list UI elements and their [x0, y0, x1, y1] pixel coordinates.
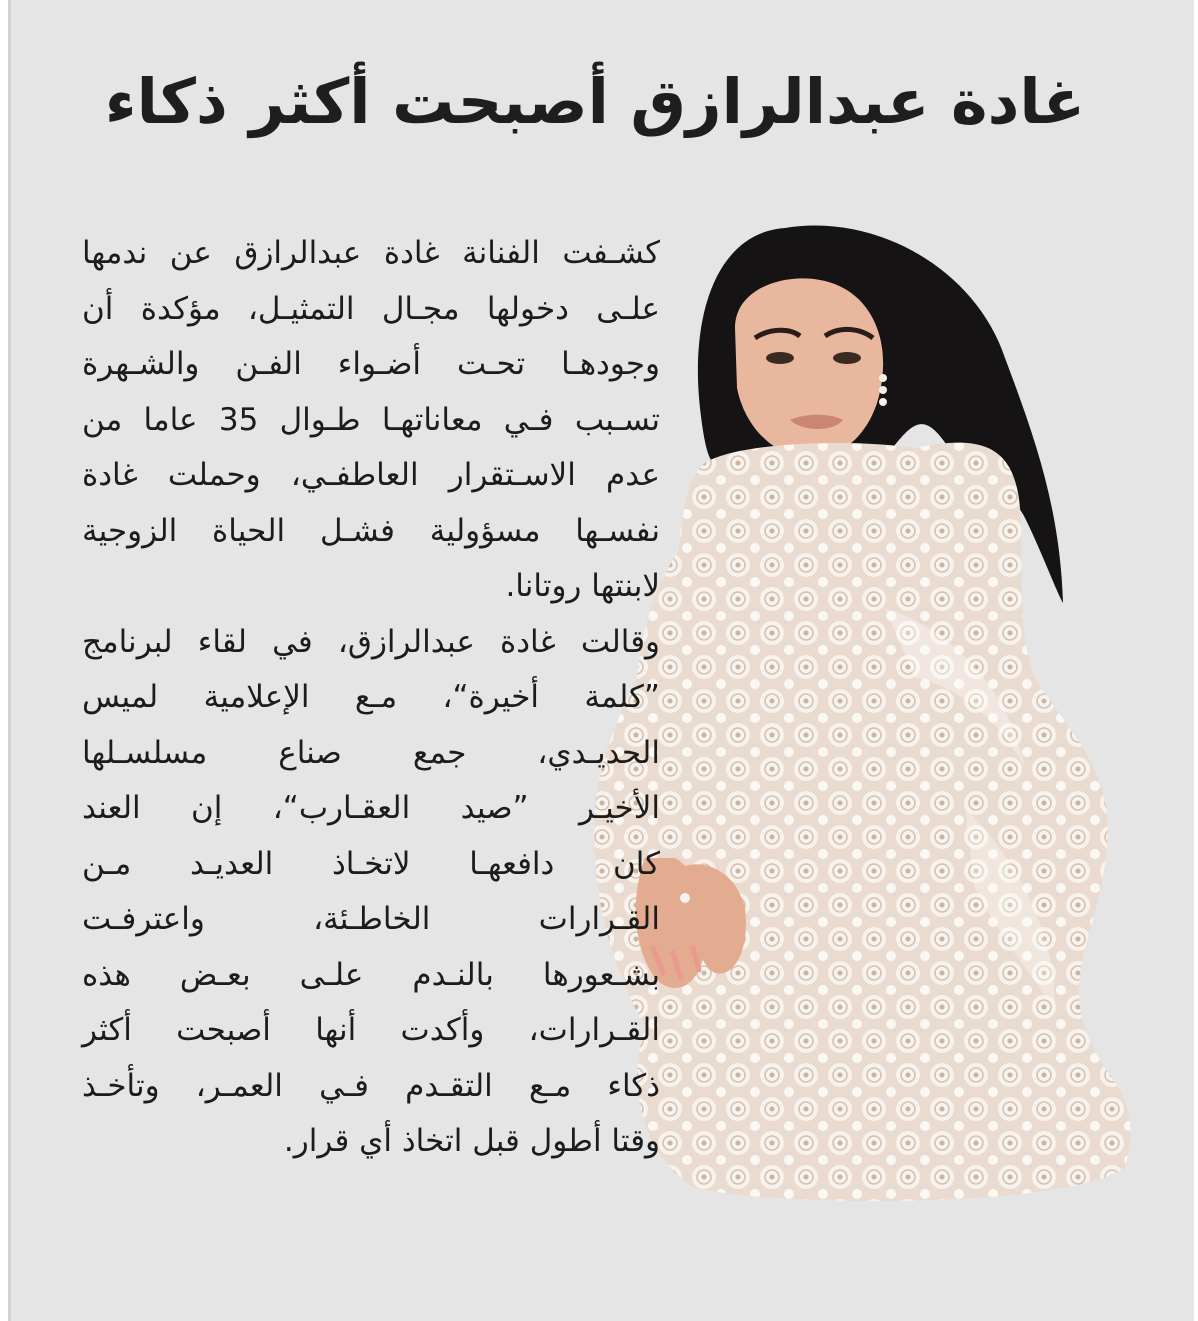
panel-border — [8, 0, 11, 1321]
article-line: وجودهـا تحـت أضـواء الفـن والشـهرة — [82, 346, 660, 382]
article-line: تسـبب فـي معاناتهـا طـوال 35 عاما من — [82, 401, 660, 438]
article-line: كشـفت الفنانة غادة عبدالرازق عن ندمها — [82, 235, 660, 271]
actress-photo — [585, 208, 1160, 1213]
article-line: لابنتها روتانا. — [505, 568, 660, 604]
article-line: عدم الاسـتقرار العاطفـي، وحملت غادة — [82, 457, 660, 493]
article-line: علـى دخولها مجـال التمثيـل، مؤكدة أن — [82, 290, 660, 327]
article-line: ذكاء مـع التقـدم فـي العمـر، وتأخـذ — [82, 1067, 660, 1104]
article-line: بشـعورها بالنـدم علـى بعـض هذه — [82, 956, 660, 993]
article-body — [82, 226, 660, 1170]
article-line: ”كلمة أخيرة“، مـع الإعلامية لميس — [82, 679, 660, 715]
article-line: وقتا أطول قبل اتخاذ أي قرار. — [283, 1123, 660, 1159]
article-paragraph-1 — [82, 226, 660, 615]
article-line: الأخيـر ”صيد العقـارب“، إن العند — [82, 790, 660, 826]
article-line: القـرارات، وأكدت أنها أصبحت أكثر — [82, 1012, 660, 1048]
article-line: الحديـدي، جمع صناع مسلسـلها — [82, 734, 660, 771]
article-line: نفسـها مسؤولية فشـل الحياة الزوجية — [82, 512, 660, 549]
article-line: وقالت غادة عبدالرازق، في لقاء لبرنامج — [82, 623, 660, 660]
article-paragraph-2 — [82, 615, 660, 1170]
article-line: كان دافعهـا لاتخـاذ العديـد مـن — [82, 845, 660, 882]
article-line: القـرارات الخاطـئة، واعترفـت — [82, 901, 660, 937]
article-headline: غادة عبدالرازق أصبحت أكثر ذكاء — [104, 65, 1086, 138]
